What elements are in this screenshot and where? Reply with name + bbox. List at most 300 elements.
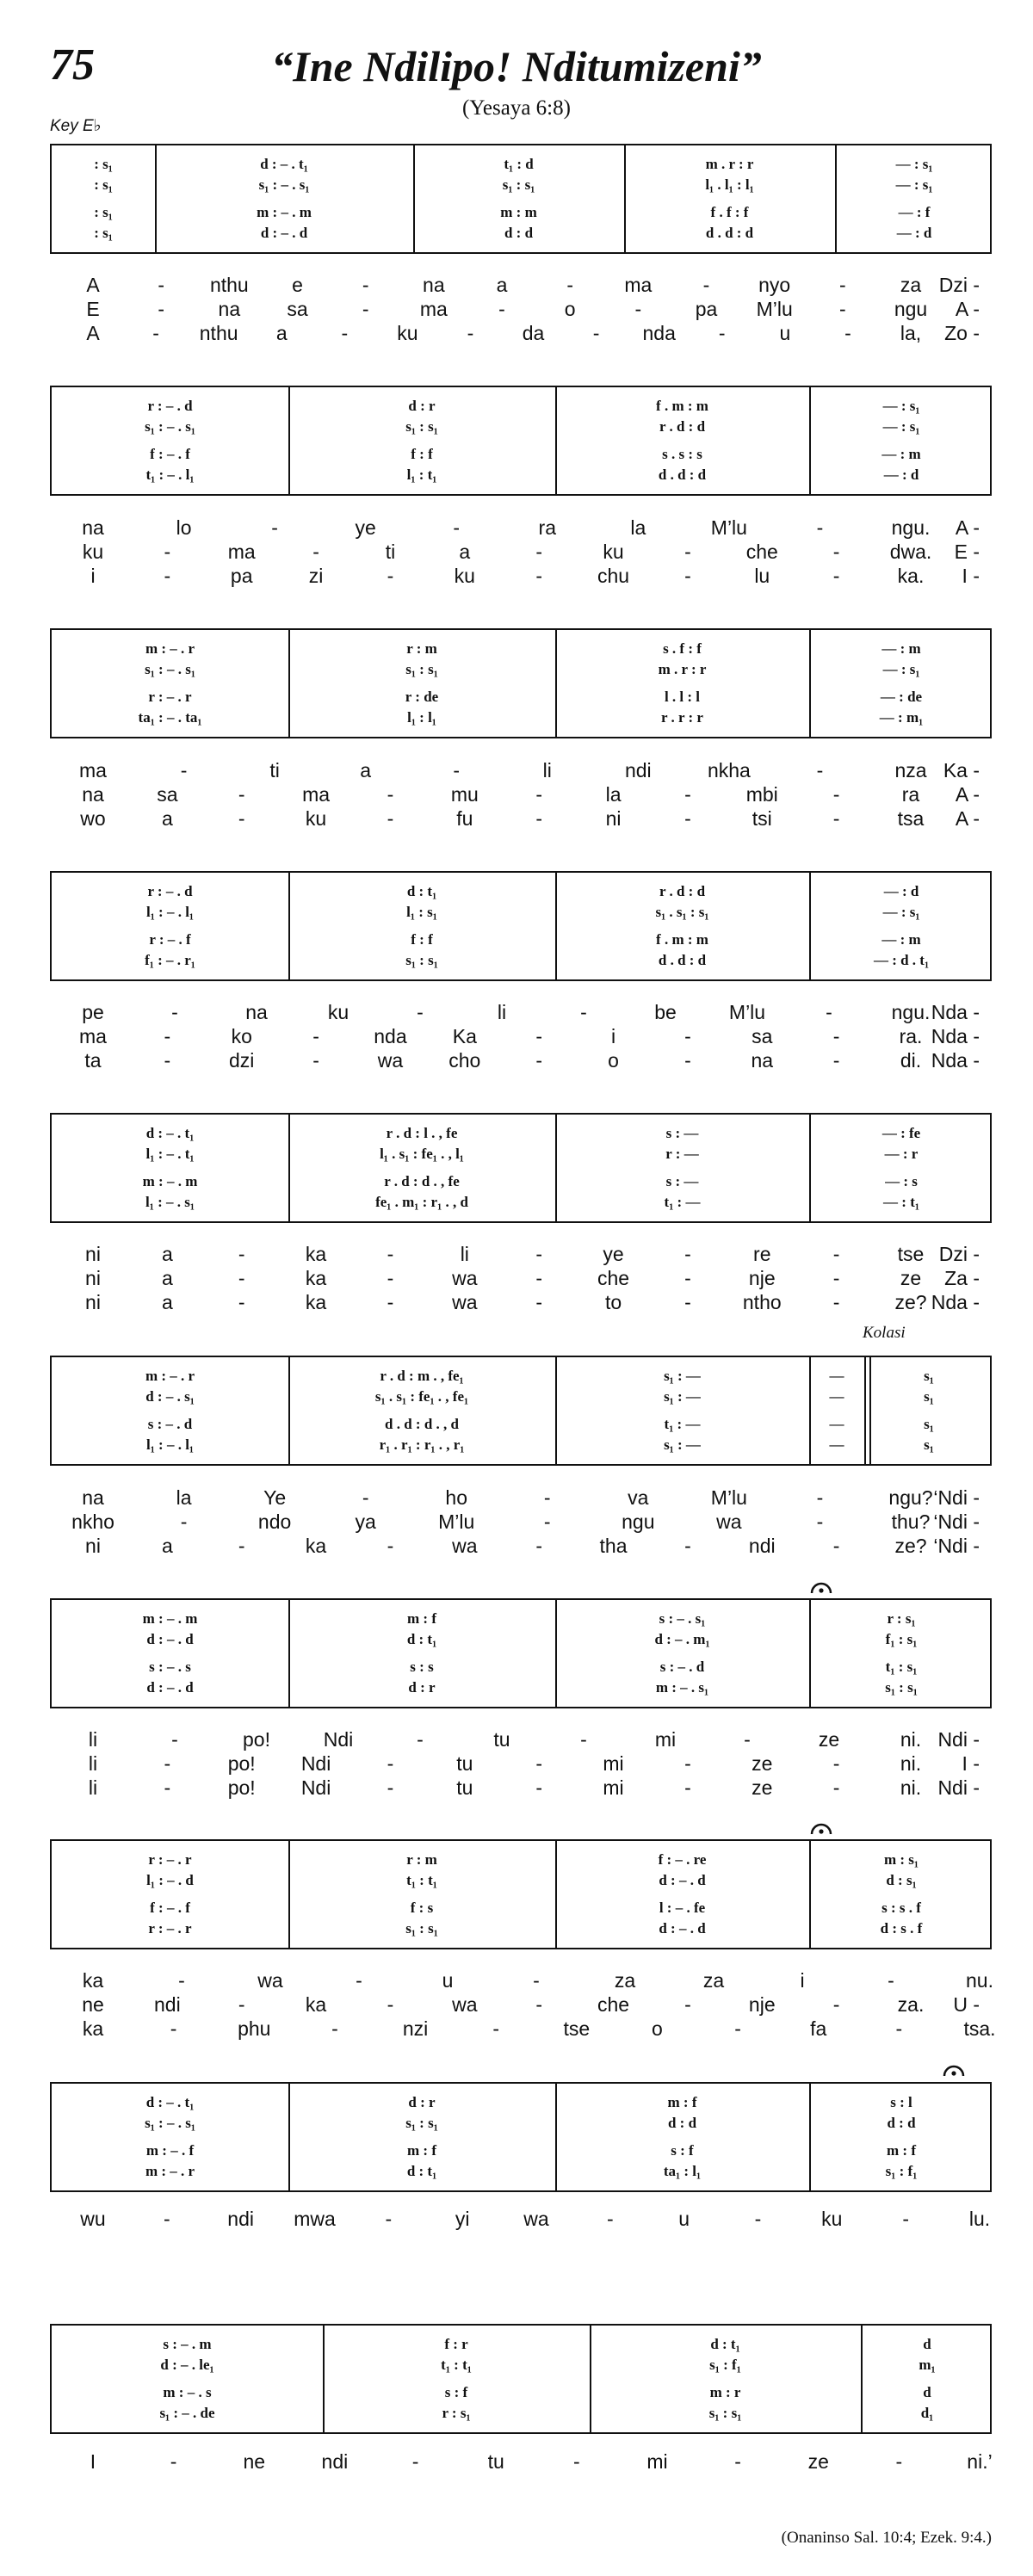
syllable: ni.: [900, 1776, 922, 1799]
syllable: u: [779, 322, 791, 344]
solfa-part: [52, 225, 990, 245]
solfa-note: —: [829, 1436, 844, 1453]
solfa-note: t₁ : t₁: [406, 1872, 437, 1888]
solfa-note: l . l : l: [664, 689, 701, 705]
solfa-note: — : m: [881, 446, 921, 462]
lyric-line: [50, 274, 992, 296]
solfa-note: m : – . s₁: [655, 1679, 709, 1696]
solfa-note: d . d : d: [705, 225, 754, 241]
syllable: M’lu: [728, 1001, 766, 1023]
hyphen: -: [411, 2450, 419, 2473]
hyphen: -: [535, 1243, 543, 1265]
hyphen: -: [312, 1049, 319, 1072]
solfa-note: s . f : f: [663, 640, 702, 657]
solfa-note: d . d : d: [658, 952, 707, 968]
hyphen: -: [312, 1025, 319, 1047]
hyphen: -: [832, 1535, 840, 1557]
syllable: li: [88, 1776, 98, 1799]
solfa-part: [52, 709, 990, 730]
syllable: tu: [487, 2450, 504, 2473]
solfa-note: s : f: [671, 2142, 694, 2159]
solfa-note: —: [829, 1416, 844, 1432]
syllable: ngu.: [891, 1001, 931, 1023]
hyphen: -: [238, 1291, 245, 1313]
hyphen: -: [331, 2017, 338, 2040]
hyphen: -: [888, 1969, 894, 1992]
syllable: ku: [327, 1001, 349, 1023]
syllable: na: [82, 516, 104, 539]
solfa-note: d : s₁: [886, 1872, 917, 1888]
hyphen: -: [702, 274, 710, 296]
solfa-note: d : d: [667, 2115, 697, 2131]
hyphen: -: [164, 1049, 171, 1072]
hyphen: -: [170, 2017, 177, 2040]
solfa-note: r : m: [406, 640, 437, 657]
hyphen: -: [734, 2017, 741, 2040]
syllable: ma: [419, 298, 448, 320]
solfa-note: m : – . r: [145, 1368, 195, 1384]
hyphen: -: [734, 2450, 741, 2473]
solfa-note: s₁ : s₁: [405, 952, 438, 968]
syllable: i: [90, 565, 96, 587]
solfa-part: [52, 1920, 990, 1941]
hyphen: -: [832, 1752, 840, 1775]
solfa-note: f : – . f: [150, 1900, 190, 1916]
solfa-part: [52, 1173, 990, 1194]
syllable: wa: [257, 1969, 283, 1992]
lyric-line: [50, 783, 992, 806]
solfa-note: l₁ : – . l₁: [145, 904, 195, 920]
solfa-note: t₁ : d: [504, 156, 534, 172]
lyric-line: [50, 1001, 992, 1023]
syllable: ze: [818, 1728, 840, 1751]
lyric-line: [50, 1993, 992, 2016]
solfa-part: [52, 1659, 990, 1679]
hyphen: -: [387, 1776, 394, 1799]
solfa-note: t₁ : s₁: [885, 1659, 918, 1675]
hyphen: -: [838, 298, 846, 320]
solfa-note: r . d : d: [659, 418, 706, 435]
syllable: da: [522, 322, 545, 344]
solfa-note: s : – . d: [659, 1659, 705, 1675]
hyphen: -: [535, 1049, 543, 1072]
syllable: mbi: [745, 783, 778, 806]
solfa-note: — : de: [880, 689, 923, 705]
hyphen: -: [238, 783, 245, 806]
solfa-note: s₁ . s₁ : s₁: [655, 904, 709, 920]
solfa-part: [52, 1631, 990, 1652]
syllable: Ka: [452, 1025, 477, 1047]
solfa-note: f : r: [444, 2336, 468, 2352]
lyric-line: [50, 1752, 992, 1775]
solfa-note: r . d : d: [659, 883, 706, 899]
hyphen: -: [387, 565, 394, 587]
solfa-note: m : – . f: [145, 2142, 195, 2159]
hyphen: -: [684, 565, 691, 587]
syllable: po!: [227, 1776, 256, 1799]
solfa-note: l₁ . s₁ : fe₁ . , l₁: [380, 1146, 464, 1162]
syllable: I: [90, 2450, 96, 2473]
solfa-note: m . r : r: [658, 661, 707, 677]
syllable: lo: [176, 516, 192, 539]
solfa-note: : s₁: [94, 204, 113, 220]
syllable: wo: [80, 807, 106, 830]
syllable: ka: [305, 1993, 327, 2016]
lyric-line: [50, 2208, 992, 2230]
syllable: tha: [599, 1535, 628, 1557]
syllable: ra.: [899, 1025, 923, 1047]
solfa-note: s₁ : —: [664, 1388, 701, 1405]
syllable: dwa.: [889, 541, 932, 563]
hyphen: -: [535, 1267, 543, 1289]
syllable: a: [360, 759, 372, 781]
solfa-note: d : – . m₁: [654, 1631, 710, 1647]
solfa-note: f : – . re: [658, 1851, 707, 1868]
syllable: na: [218, 298, 241, 320]
solfa-note: l : – . fe: [659, 1900, 706, 1916]
syllable: ngu.: [891, 516, 931, 539]
syllable: ku: [454, 565, 475, 587]
syllable: a: [161, 1535, 173, 1557]
syllable: che: [597, 1267, 630, 1289]
syllable: Ye: [263, 1486, 287, 1509]
syllable: mi: [654, 1728, 677, 1751]
solfa-part: [52, 1125, 990, 1146]
solfa-note: s₁ : s₁: [708, 2405, 742, 2421]
solfa-note: f₁ : s₁: [885, 1631, 918, 1647]
syllable: za: [900, 274, 922, 296]
solfa-note: t₁ : – . l₁: [145, 466, 195, 483]
music-system: [50, 2082, 992, 2192]
solfa-note: s₁ : – . s₁: [145, 661, 195, 677]
hyphen: -: [684, 1025, 691, 1047]
solfa-note: — : fe: [881, 1125, 921, 1141]
solfa-part: [52, 1416, 990, 1436]
solfa-note: s₁ : s₁: [405, 661, 438, 677]
hyphen: -: [580, 1728, 587, 1751]
syllable: ze: [807, 2450, 829, 2473]
solfa-note: l₁ : – . d: [146, 1872, 194, 1888]
solfa-note: — : d: [883, 466, 919, 483]
solfa-note: — : r: [884, 1146, 919, 1162]
solfa-note: s : – . s₁: [659, 1610, 706, 1627]
solfa-note: r . r : r: [661, 709, 703, 726]
solfa-part: [52, 1194, 990, 1214]
solfa-note: d : – . le₁: [160, 2357, 214, 2373]
hyphen: -: [684, 541, 691, 563]
syllable: Ndi: [300, 1752, 331, 1775]
syllable: ni.’: [967, 2450, 993, 2473]
syllable: Ndi: [300, 1776, 331, 1799]
syllable: nda: [374, 1025, 407, 1047]
solfa-note: s₁ : – . de: [159, 2405, 215, 2421]
syllable: ni: [85, 1291, 101, 1313]
solfa-note: l₁ : s₁: [406, 904, 437, 920]
solfa-note: d: [923, 2336, 931, 2352]
solfa-note: m : s₁: [883, 1851, 919, 1868]
syllable: ko: [231, 1025, 252, 1047]
hyphen: -: [816, 759, 824, 781]
syllable: e: [292, 274, 303, 296]
solfa-note: s₁: [924, 1416, 934, 1432]
chorus-label: Kolasi: [863, 1324, 906, 1342]
pickup-syllable: U -: [953, 1993, 980, 2016]
pickup-syllable: A -: [955, 807, 980, 830]
solfa-note: s₁ : s₁: [885, 1679, 918, 1696]
lyric-line: [50, 298, 992, 320]
syllable: ze: [752, 1776, 773, 1799]
hyphen: -: [832, 1243, 840, 1265]
hyphen: -: [535, 807, 543, 830]
solfa-note: m : f: [407, 2142, 436, 2159]
hyphen: -: [592, 322, 600, 344]
solfa-note: r . d : m . , fe₁: [380, 1368, 464, 1384]
syllable: la: [176, 1486, 192, 1509]
syllable: na: [82, 783, 104, 806]
music-system: [50, 2324, 992, 2434]
key-signature: Key E♭: [50, 117, 102, 135]
solfa-note: l₁ : – . l₁: [145, 1436, 195, 1453]
syllable: ne: [82, 1993, 104, 2016]
solfa-part: [52, 418, 990, 439]
syllable: a: [496, 274, 508, 296]
solfa-note: r : – . r: [148, 1851, 192, 1868]
syllable: ti: [269, 759, 280, 781]
solfa-part: [52, 904, 990, 924]
lyric-line: [50, 1535, 992, 1557]
solfa-note: d : – . d: [659, 1872, 706, 1888]
solfa-note: r : —: [665, 1146, 699, 1162]
syllable: za: [702, 1969, 725, 1992]
solfa-note: l₁ : – . s₁: [145, 1194, 195, 1210]
solfa-note: s : – . d: [147, 1416, 193, 1432]
hyphen: -: [895, 2450, 903, 2473]
syllable: ma: [302, 783, 331, 806]
hyphen: -: [543, 1510, 551, 1533]
pickup-syllable: Nda -: [931, 1001, 980, 1023]
hyphen: -: [356, 1969, 362, 1992]
solfa-note: r : – . r: [148, 689, 192, 705]
syllable: tu: [456, 1776, 473, 1799]
solfa-note: m : m: [500, 204, 537, 220]
syllable: ku: [82, 541, 104, 563]
hyphen: -: [387, 1291, 394, 1313]
lyric-line: [50, 2450, 992, 2473]
hyphen: -: [362, 1486, 369, 1509]
syllable: M’lu: [710, 1486, 747, 1509]
solfa-note: m : f: [407, 1610, 436, 1627]
solfa-note: m : – . r: [145, 2163, 195, 2179]
syllable: ka: [82, 1969, 104, 1992]
solfa-part: [52, 156, 990, 176]
hyphen: -: [832, 1267, 840, 1289]
solfa-note: l₁ : t₁: [406, 466, 437, 483]
syllable: mu: [450, 783, 479, 806]
syllable: o: [608, 1049, 619, 1072]
syllable: o: [564, 298, 576, 320]
pickup-syllable: ‘Ndi -: [933, 1510, 980, 1533]
solfa-note: m : – . r: [145, 640, 195, 657]
solfa-note: d : s . f: [880, 1920, 923, 1937]
syllable: ndi: [624, 759, 652, 781]
hyphen: -: [832, 807, 840, 830]
hyphen: -: [832, 1993, 840, 2016]
hyphen: -: [684, 1752, 691, 1775]
syllable: o: [652, 2017, 663, 2040]
solfa-note: s . s : s: [662, 446, 702, 462]
hyphen: -: [832, 541, 840, 563]
solfa-note: f : – . f: [150, 446, 190, 462]
hyphen: -: [171, 1001, 178, 1023]
solfa-part: [52, 1900, 990, 1920]
syllable: ta: [84, 1049, 102, 1072]
solfa-part: [52, 1436, 990, 1457]
syllable: wa: [523, 2208, 549, 2230]
syllable: pe: [82, 1001, 104, 1023]
syllable: nje: [748, 1993, 776, 2016]
hyphen: -: [744, 1728, 751, 1751]
solfa-note: d : r: [408, 1679, 436, 1696]
solfa-note: l₁ : l₁: [407, 709, 436, 726]
syllable: ku: [603, 541, 624, 563]
syllable: wa: [452, 1993, 478, 2016]
music-system: [50, 144, 992, 254]
syllable: A: [86, 274, 100, 296]
hyphen: -: [535, 541, 543, 563]
solfa-part: [52, 446, 990, 466]
syllable: lu: [754, 565, 770, 587]
solfa-note: l₁ . l₁ : l₁: [705, 176, 754, 193]
hyphen: -: [895, 2017, 903, 2040]
syllable: li: [542, 759, 552, 781]
syllable: ze?: [894, 1291, 927, 1313]
solfa-note: s₁ : – . s₁: [258, 176, 310, 193]
solfa-note: : s₁: [94, 176, 113, 193]
hyphen: -: [164, 565, 171, 587]
hyphen: -: [684, 783, 691, 806]
solfa-note: f : f: [411, 446, 433, 462]
hyphen: -: [533, 1969, 540, 1992]
syllable: che: [745, 541, 778, 563]
solfa-note: t₁ : t₁: [441, 2357, 472, 2373]
solfa-note: s : s: [410, 1659, 434, 1675]
hyphen: -: [164, 1752, 171, 1775]
syllable: dzi: [229, 1049, 255, 1072]
solfa-note: s : —: [665, 1125, 699, 1141]
syllable: nzi: [402, 2017, 429, 2040]
hyphen: -: [164, 1776, 171, 1799]
solfa-part: [52, 689, 990, 709]
hyphen: -: [387, 1243, 394, 1265]
pickup-syllable: I -: [962, 1752, 980, 1775]
hyphen: -: [902, 2208, 909, 2230]
pickup-syllable: ‘Ndi -: [933, 1486, 980, 1509]
hyphen: -: [684, 1049, 691, 1072]
lyric-line: [50, 516, 992, 539]
syllable: na: [82, 1486, 104, 1509]
solfa-note: m : – . m: [142, 1173, 198, 1189]
syllable: ni.: [900, 1752, 922, 1775]
lyric-line: [50, 1969, 992, 1992]
pickup-syllable: E -: [954, 541, 980, 563]
lyric-line: [50, 1049, 992, 1072]
hyphen: -: [535, 783, 543, 806]
syllable: ka.: [897, 565, 925, 587]
lyric-line: [50, 1291, 992, 1313]
hyphen: -: [535, 1752, 543, 1775]
hyphen: -: [158, 274, 164, 296]
solfa-note: d : t₁: [406, 1631, 437, 1647]
syllable: ka: [305, 1243, 327, 1265]
syllable: Ndi: [323, 1728, 354, 1751]
solfa-note: s₁ : – . s₁: [145, 418, 195, 435]
syllable: ti: [385, 541, 396, 563]
pickup-syllable: A -: [955, 783, 980, 806]
solfa-note: d : – . d: [146, 1679, 194, 1696]
syllable: ndi: [321, 2450, 349, 2473]
hyphen: -: [453, 759, 461, 781]
solfa-note: s₁ : f₁: [709, 2357, 741, 2373]
solfa-note: —: [829, 1388, 844, 1405]
solfa-part: [52, 2163, 990, 2184]
hyphen: -: [684, 1291, 691, 1313]
syllable: na: [423, 274, 445, 296]
syllable: ra: [538, 516, 556, 539]
syllable: tu: [493, 1728, 510, 1751]
music-system: [50, 871, 992, 981]
solfa-part: [52, 1368, 990, 1388]
syllable: chu: [597, 565, 630, 587]
syllable: ni.: [900, 1728, 922, 1751]
solfa-note: r . d : d . , fe: [384, 1173, 460, 1189]
hyphen: -: [535, 1776, 543, 1799]
solfa-part: [52, 952, 990, 973]
solfa-note: d : r: [408, 398, 436, 414]
solfa-note: s₁ : – . s₁: [145, 2115, 195, 2131]
solfa-note: m : – . s: [163, 2384, 212, 2400]
hyphen: -: [238, 1993, 245, 2016]
solfa-part: [52, 2336, 990, 2357]
solfa-note: — : m₁: [879, 709, 924, 726]
solfa-note: d : – . t₁: [145, 1125, 195, 1141]
syllable: di.: [900, 1049, 922, 1072]
syllable: tse: [563, 2017, 591, 2040]
syllable: la: [630, 516, 646, 539]
pickup-syllable: A -: [955, 298, 980, 320]
solfa-note: d : – . d: [659, 1920, 706, 1937]
hyphen: -: [180, 759, 188, 781]
syllable: sa: [287, 298, 308, 320]
hyphen: -: [238, 807, 245, 830]
syllable: ze?: [894, 1535, 927, 1557]
solfa-part: [52, 2384, 990, 2405]
syllable: u: [678, 2208, 690, 2230]
hyphen: -: [543, 1486, 551, 1509]
syllable: nkha: [707, 759, 751, 781]
syllable: tu: [456, 1752, 473, 1775]
solfa-note: r : s₁: [887, 1610, 916, 1627]
solfa-part: [52, 640, 990, 661]
hyphen: -: [832, 565, 840, 587]
syllable: a: [161, 1267, 173, 1289]
hyphen: -: [535, 1993, 543, 2016]
syllable: ka: [305, 1267, 327, 1289]
hyphen: -: [684, 1243, 691, 1265]
syllable: va: [628, 1486, 649, 1509]
solfa-note: s : – . m: [163, 2336, 212, 2352]
hyphen: -: [718, 322, 726, 344]
syllable: wa: [452, 1535, 478, 1557]
